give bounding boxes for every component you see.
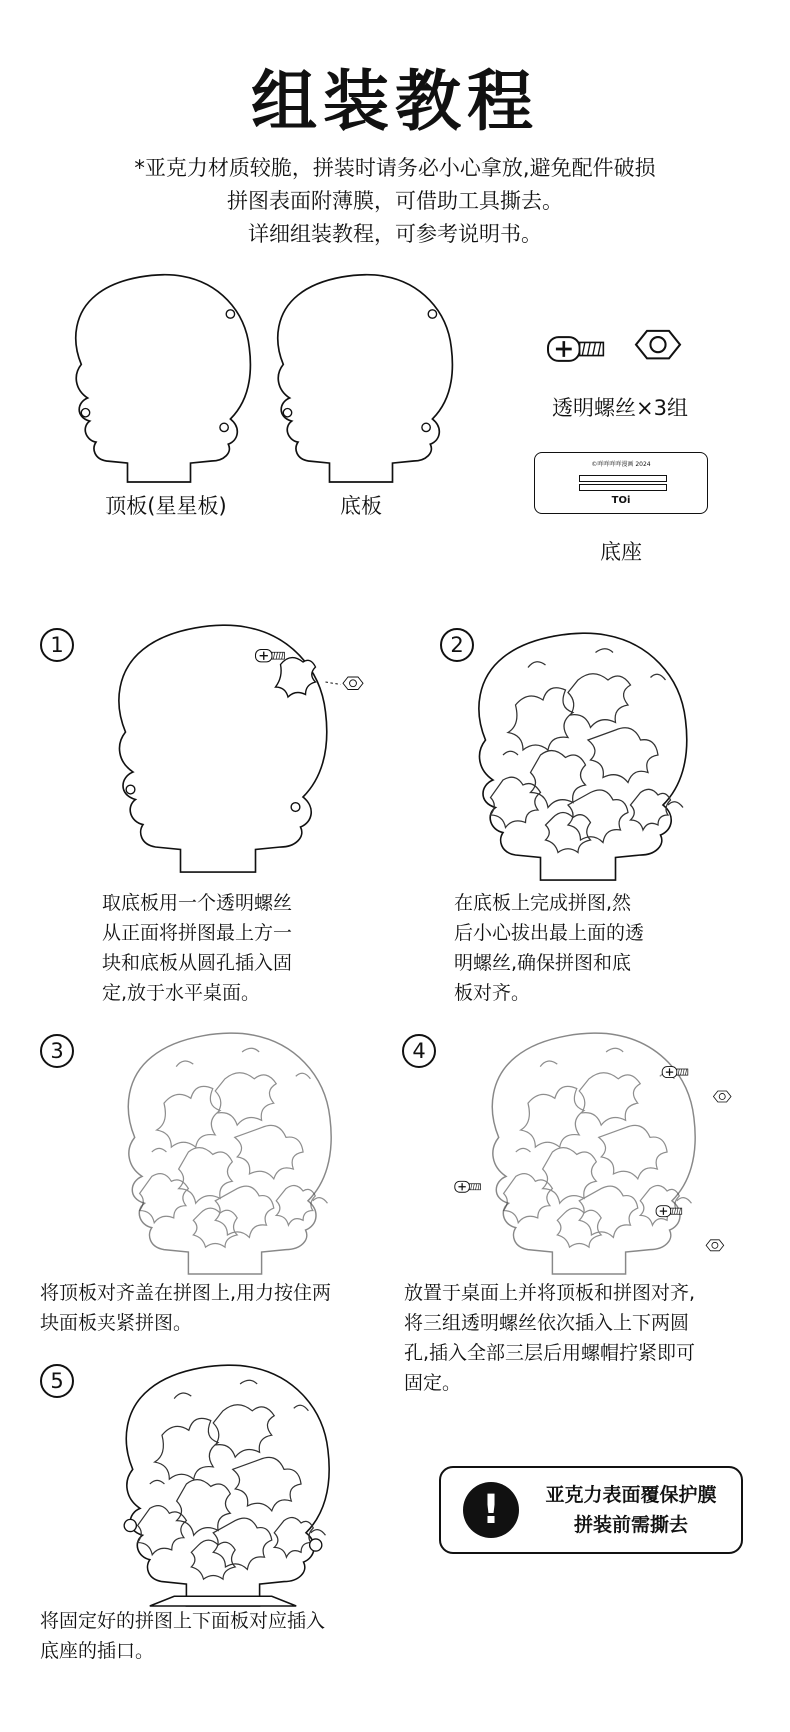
step-line: 在底板上完成拼图,然 (454, 892, 632, 914)
top-board-illustration (64, 272, 254, 482)
step-line: 将固定好的拼图上下面板对应插入 (40, 1610, 326, 1632)
base-caption: 底座 (600, 540, 642, 564)
step-line: 将三组透明螺丝依次插入上下两圆 (404, 1312, 690, 1334)
warning-text (527, 1480, 735, 1540)
screws-caption: 透明螺丝×3组 (552, 396, 688, 420)
base-logo: TOi (611, 495, 631, 506)
step-line: 孔,插入全部三层后用螺帽拧紧即可 (404, 1342, 696, 1364)
step-number: 3 (40, 1034, 74, 1068)
step2-illustration (462, 630, 694, 880)
step-line: 底座的插口。 (40, 1640, 155, 1662)
step-line: 后小心拔出最上面的透 (454, 922, 645, 944)
step-line: 取底板用一个透明螺丝 (102, 892, 293, 914)
intro-line: 拼图表面附薄膜，可借助工具撕去。 (227, 189, 563, 213)
step-line: 放置于桌面上并将顶板和拼图对齐, (404, 1282, 696, 1304)
base-small-text: ©咩咩咩咩漫画 2024 (591, 461, 651, 468)
step-line: 从正面将拼图最上方一 (102, 922, 293, 944)
step1-text (102, 888, 352, 1008)
intro-line: *亚克力材质较脆，拼装时请务必小心拿放,避免配件破损 (134, 156, 656, 180)
warning-line: 拼装前需撕去 (573, 1514, 688, 1536)
warning-line: 亚克力表面覆保护膜 (545, 1484, 717, 1506)
step-line: 块面板夹紧拼图。 (40, 1312, 193, 1334)
page-title: 组装教程 (251, 63, 539, 140)
intro-notes (0, 152, 790, 251)
intro-line: 详细组装教程，可参考说明书。 (248, 222, 542, 246)
step-number: 2 (440, 628, 474, 662)
nut-icon (636, 326, 680, 366)
step-line: 定,放于水平桌面。 (102, 982, 261, 1004)
step-line: 固定。 (404, 1372, 462, 1394)
step5-illustration (110, 1362, 336, 1606)
step-number: 5 (40, 1364, 74, 1398)
exclamation-icon: ! (463, 1482, 519, 1538)
screw-icon (548, 334, 606, 364)
step4-illustration (476, 1030, 702, 1274)
step3-illustration (112, 1030, 338, 1274)
step-number: 1 (40, 628, 74, 662)
top-board-caption: 顶板(星星板) (105, 494, 227, 518)
base-slot (579, 475, 667, 482)
warning-box (439, 1466, 743, 1554)
bottom-board-caption: 底板 (340, 494, 382, 518)
step1-illustration (102, 622, 334, 872)
base-illustration (534, 452, 708, 514)
step-line: 明螺丝,确保拼图和底 (454, 952, 632, 974)
step2-text (454, 888, 704, 1008)
bottom-board-illustration (266, 272, 456, 482)
step-line: 板对齐。 (454, 982, 531, 1004)
step4-text (404, 1278, 776, 1398)
base-slot (579, 484, 667, 491)
step-line: 将顶板对齐盖在拼图上,用力按住两 (40, 1282, 332, 1304)
step-number: 4 (402, 1034, 436, 1068)
step-line: 块和底板从圆孔插入固 (102, 952, 293, 974)
step5-text (40, 1606, 400, 1666)
step3-text (40, 1278, 400, 1338)
